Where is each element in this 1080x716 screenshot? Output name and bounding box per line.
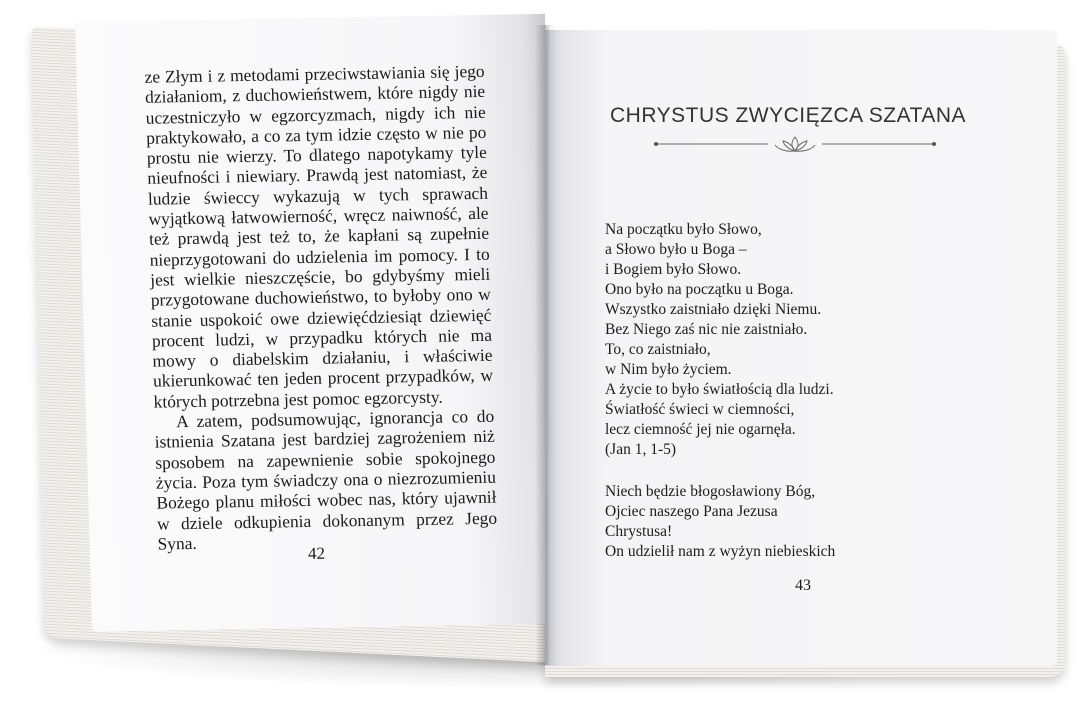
left-page-body	[144, 61, 498, 554]
right-page	[545, 30, 1057, 666]
poem-line: Ono było na początku u Boga.	[605, 281, 794, 298]
chapter-heading: CHRYSTUS ZWYCIĘZCA SZATANA	[610, 104, 967, 127]
poem-line: w Nim było życiem.	[605, 361, 732, 378]
book-gutter	[535, 25, 557, 665]
poem-line: Chrystusa!	[605, 523, 673, 540]
page-number-left: 42	[307, 543, 326, 563]
poem-line: To, co zaistniało,	[605, 341, 711, 358]
poem-line: Światłość świeci w ciemności,	[605, 401, 795, 418]
poem-line: Niech będzie błogosławiony Bóg,	[605, 483, 816, 500]
poem-text	[605, 220, 965, 562]
poem-line: lecz ciemność jej nie ogarnęła.	[605, 421, 796, 438]
left-paragraph-1: ze Złym i z metodami przeciwstawiania się jego działaniom, z duchowieństwem, które nigdy nie uczestniczyło w egzorcyzmach, nigdy ich nie praktykowało, a co za tym idzie często w nie po prostu nie wierzy. To dlatego napotykamy tyle nieufności i niewiary. Prawdą jest natomiast, że ludzie świeccy wykazują w tych sprawach wyjątkową łatwowierność, wręcz naiwność, ale też prawdą jest też to, że kapłani są zupełnie nieprzygotowani do udzielenia im pomocy. I to jest wielkie nieszczęście, bo gdybyśmy mieli przygotowane duchowieństwo, to byłoby ono w stanie uspokoić owe dziewięćdziesiąt dziewięć procent ludzi, w przypadku których nie ma mowy o diabelskim działaniu, i właściwie ukierunkować ten jeden procent przypadków, w których potrzebna jest pomoc egzorcysty.	[144, 60, 494, 412]
lotus-flourish-icon	[650, 134, 940, 154]
stanza-gap	[605, 460, 965, 482]
poem-line: Bez Niego zaś nic nie zaistniało.	[605, 321, 808, 338]
left-paragraph-2: A zatem, podsumowując, ignorancja co do istnienia Szatana jest bardziej zagrożeniem niż sposobem na zapewnienie sobie spokojnego życia. Poza tym świadczy ona o niezrozumieniu Bożego planu miłości wobec nas, który ujawnił w dziele odkupienia dokonanym przez Jego Syna.	[154, 405, 498, 554]
page-number-right: 43	[795, 577, 811, 594]
poem-line: Na początku było Słowo,	[605, 221, 762, 238]
poem-line: On udzielił nam z wyżyn niebieskich	[605, 543, 836, 560]
poem-line: a Słowo było u Boga –	[605, 241, 747, 258]
left-page	[75, 14, 562, 632]
poem-citation: (Jan 1, 1-5)	[605, 441, 677, 458]
poem-line: Ojciec naszego Pana Jezusa	[605, 503, 778, 520]
poem-line: i Bogiem było Słowo.	[605, 261, 742, 278]
poem-line: A życie to było światłością dla ludzi.	[605, 381, 834, 398]
poem-line: Wszystko zaistniało dzięki Niemu.	[605, 301, 822, 318]
